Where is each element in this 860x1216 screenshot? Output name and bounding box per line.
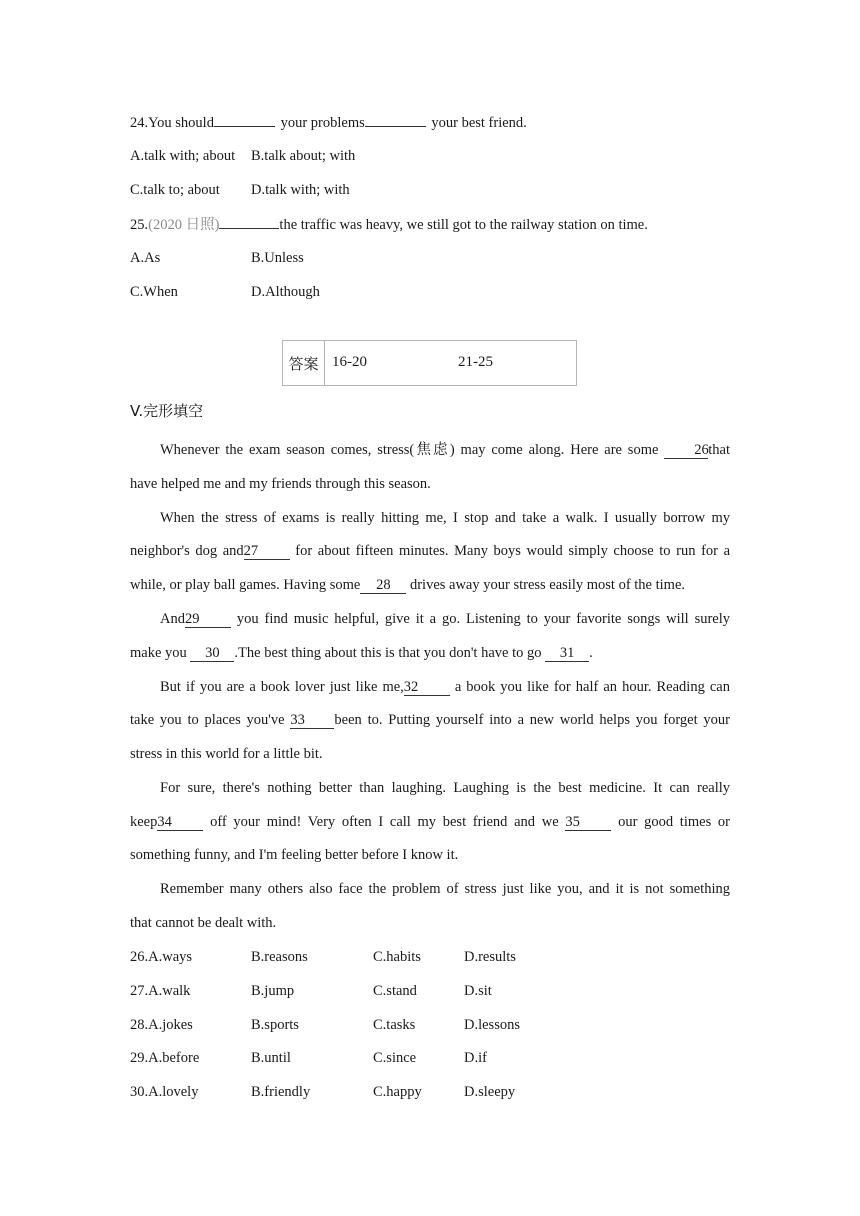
passage-line [130,812,730,832]
passage-text: for about fifteen minutes. Many boys would simply choose to run for a [295,543,731,559]
answer-box-label: 答案 [283,341,325,385]
option-28-a: 28.A.jokes [130,1017,193,1033]
q24-blank-2 [365,112,426,127]
option-26-d: D.results [464,949,516,965]
passage-text: But if you are a book lover just like me, [160,679,404,695]
blank-33: 33 [290,712,334,729]
passage-text: while, or play ball games. Having some [130,577,361,593]
q24-option-b: B.talk about; with [251,148,356,164]
passage-text: keep [130,814,158,830]
q25-number: 25. [130,217,149,233]
passage-text: Whenever the exam season comes, stress(焦虑) may come along. Here are some [160,442,659,458]
option-27-d: D.sit [464,983,492,999]
q24-option-a: A.talk with; about [130,148,236,164]
passage-text: that [708,442,731,458]
passage-line: something funny, and I'm feeling better before I know it. [130,847,459,863]
passage-line: that cannot be dealt with. [130,915,277,931]
option-29-c: C.since [373,1050,417,1066]
passage-line: have helped me and my friends through this season. [130,476,431,492]
passage-text: .The best thing about this is that you don't have to go [234,645,542,661]
option-27-a: 27.A.walk [130,983,191,999]
passage-line: stress in this world for a little bit. [130,746,323,762]
passage-line [130,575,685,595]
passage-line [130,541,730,561]
q24-stem-start: 24.You should [130,115,214,131]
blank-28: 28 [360,577,406,594]
passage-text: off your mind! Very often I call my best friend and we [210,814,559,830]
option-28-d: D.lessons [464,1017,520,1033]
passage-text: neighbor's dog and [130,543,244,559]
option-30-c: C.happy [373,1084,422,1100]
option-30-a: 30.A.lovely [130,1084,199,1100]
q25-blank [219,214,279,229]
answer-range-16-20: 16-20 [332,354,367,370]
option-29-a: 29.A.before [130,1050,200,1066]
q25-option-c: C.When [130,284,178,300]
q25-source: (2020 日照) [148,217,220,233]
q25-stem: the traffic was heavy, we still got to the railway station on time. [279,217,648,233]
passage-text: drives away your stress easily most of the time. [409,577,686,593]
blank-31: 31 [545,645,589,662]
passage-text: you find music helpful, give it a go. Listening to your favorite songs will surely [236,611,731,627]
option-28-c: C.tasks [373,1017,416,1033]
q25-option-d: D.Although [251,284,320,300]
passage-text: a book you like for half an hour. Reading can [454,679,730,695]
option-28-b: B.sports [251,1017,299,1033]
passage-text: make you [130,645,187,661]
passage-text: . [589,645,593,661]
q24-blank-1 [214,112,275,127]
passage-line [130,609,730,629]
option-26-c: C.habits [373,949,421,965]
passage-line: For sure, there's nothing better than laughing. Laughing is the best medicine. It can really [160,780,730,796]
passage-line [130,643,593,663]
blank-30: 30 [190,645,234,662]
passage-line [130,440,730,460]
blank-27: 27 [244,543,290,560]
q24-option-d: D.talk with; with [251,182,350,198]
passage-line [130,677,730,697]
answer-box [282,340,577,386]
blank-29: 29 [185,611,231,628]
q25-option-b: B.Unless [251,250,304,266]
blank-34: 34 [157,814,203,831]
option-26-a: 26.A.ways [130,949,193,965]
option-30-d: D.sleepy [464,1084,516,1100]
answer-range-21-25: 21-25 [458,354,493,370]
passage-line: When the stress of exams is really hitting me, I stop and take a walk. I usually borrow my [160,510,730,526]
question-24 [130,112,527,133]
question-25 [130,214,648,235]
blank-35: 35 [565,814,611,831]
blank-26: 26 [664,442,708,459]
q24-stem-mid: your problems [280,115,365,131]
blank-32: 32 [404,679,450,696]
option-30-b: B.friendly [251,1084,311,1100]
option-29-d: D.if [464,1050,487,1066]
passage-text: been to. Putting yourself into a new world helps you forget your [334,712,731,728]
q25-option-a: A.As [130,250,161,266]
section-title: V.完形填空 [130,402,204,420]
option-27-c: C.stand [373,983,417,999]
q24-stem-end: your best friend. [431,115,527,131]
passage-text: take you to places you've [130,712,285,728]
option-27-b: B.jump [251,983,295,999]
passage-line: Remember many others also face the problem of stress just like you, and it is not something [160,881,730,897]
option-26-b: B.reasons [251,949,308,965]
passage-text: our good times or [618,814,731,830]
passage-text: And [160,611,185,627]
passage-line [130,710,730,730]
option-29-b: B.until [251,1050,291,1066]
q24-option-c: C.talk to; about [130,182,220,198]
